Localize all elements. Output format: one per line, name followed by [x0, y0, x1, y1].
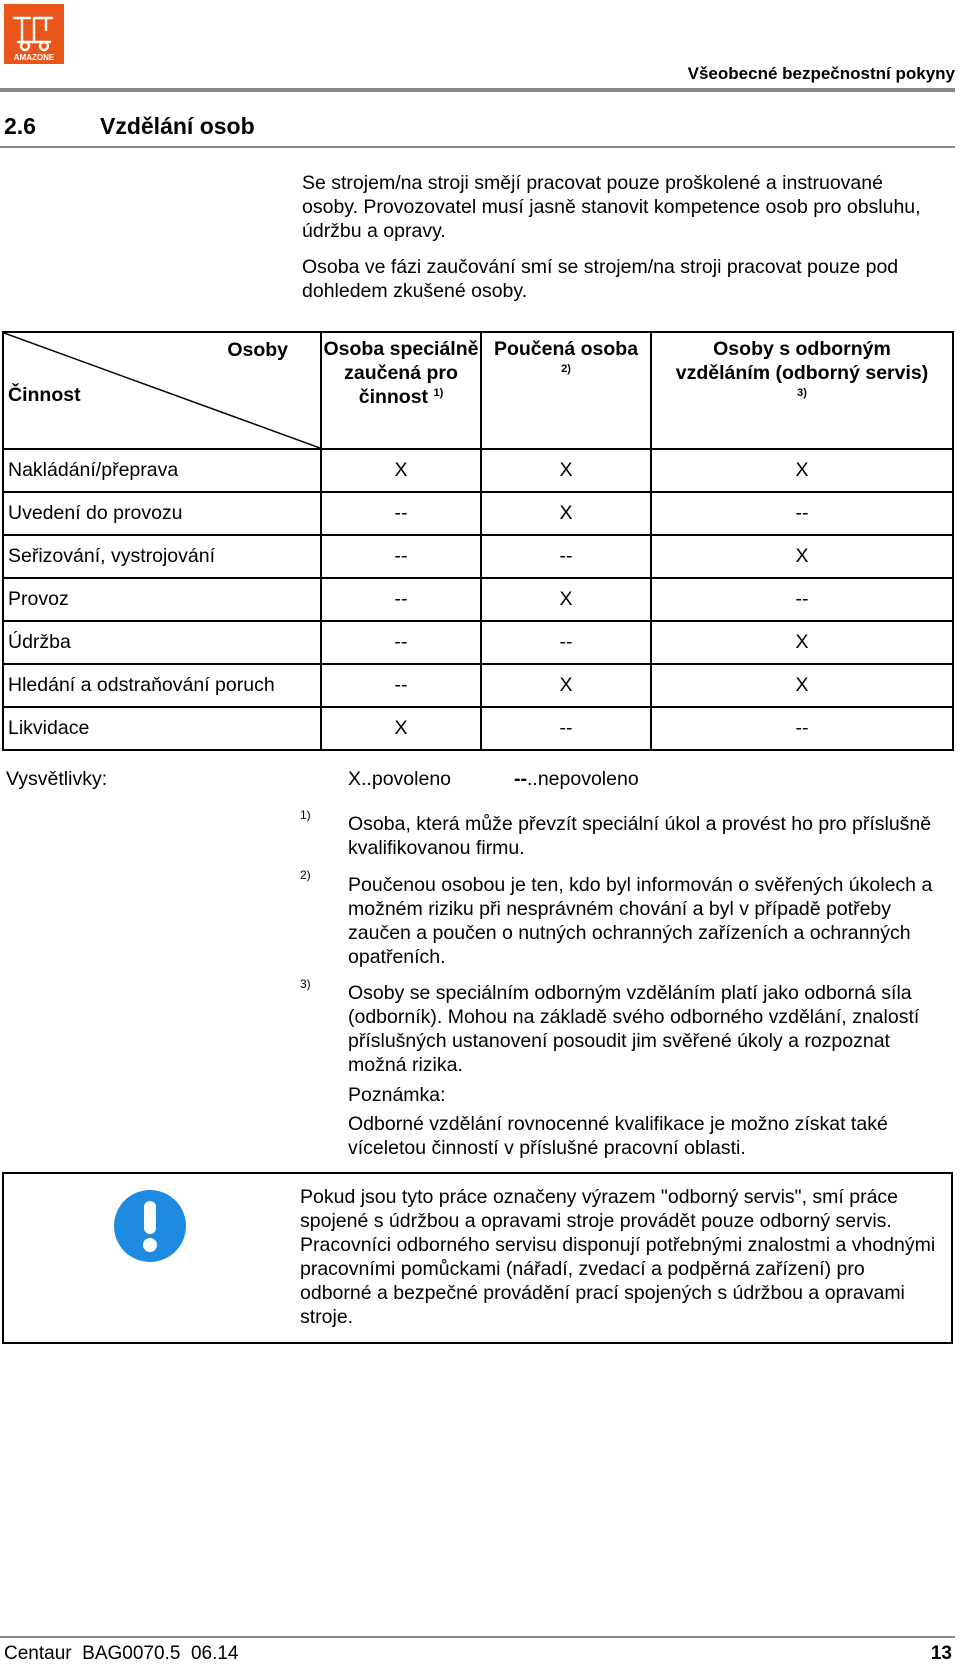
legend-x-mark: X — [348, 768, 362, 790]
column-header-note: 3) — [797, 387, 807, 399]
permission-cell: X — [481, 578, 651, 621]
intro-paragraph-1: Se strojem/na stroji smějí pracovat pouze proškolené a instruované osoby. Provozovatel musí jasně stanovit kompetence osob pro obsluhu, údržbu a opravy. — [302, 172, 921, 242]
column-header-label: Osoby s odborným vzděláním (odborný servis) — [675, 338, 929, 384]
intro-paragraph-2: Osoba ve fázi zaučování smí se strojem/na stroji pracovat pouze pod dohledem zkušené osoby. — [302, 256, 899, 302]
column-header-note: 2) — [561, 363, 571, 375]
activity-cell: Údržba — [3, 621, 321, 664]
permission-cell: -- — [321, 621, 481, 664]
permission-cell: -- — [651, 578, 953, 621]
qualification-table — [2, 331, 954, 751]
activity-cell: Likvidace — [3, 707, 321, 750]
header-title: Všeobecné bezpečnostní pokyny — [687, 64, 955, 83]
permission-cell: -- — [481, 621, 651, 664]
corner-cell — [3, 332, 321, 449]
activity-cell: Hledání a odstraňování poruch — [3, 664, 321, 707]
permission-cell: X — [651, 535, 953, 578]
column-header — [481, 332, 651, 449]
page-number: 13 — [930, 1643, 952, 1664]
activity-cell: Seřizování, vystrojování — [3, 535, 321, 578]
table-row — [3, 492, 953, 535]
table-row — [3, 578, 953, 621]
permission-cell: -- — [481, 535, 651, 578]
permission-cell: X — [481, 492, 651, 535]
section-number: 2.6 — [4, 113, 36, 139]
footnote-text: Poučenou osobou je ten, kdo byl informován o svěřených úkolech a možném riziku při nesprávném chování a byl v případě potřeby zaučen a poučen o nutných ochranných zařízeních a ochranných opatřeních. — [348, 874, 933, 968]
section-rule — [0, 146, 955, 148]
activity-cell: Nakládání/přeprava — [3, 449, 321, 492]
permission-cell: -- — [321, 535, 481, 578]
permission-cell: -- — [481, 707, 651, 750]
corner-label-activity: Činnost — [8, 384, 81, 406]
legend-dash-mark: -- — [514, 768, 527, 790]
note-label: Poznámka: — [348, 1084, 446, 1106]
column-header — [651, 332, 953, 449]
column-header-note: 1) — [433, 387, 444, 399]
legend-not-allowed — [514, 768, 639, 791]
footnote-mark: 3) — [300, 977, 311, 991]
table-row — [3, 449, 953, 492]
table-row — [3, 621, 953, 664]
permission-cell: X — [321, 449, 481, 492]
permission-cell: X — [651, 664, 953, 707]
permission-cell: X — [481, 449, 651, 492]
table-row — [3, 535, 953, 578]
permission-cell: X — [651, 449, 953, 492]
footer-document-id: Centaur BAG0070.5 06.14 — [4, 1643, 239, 1664]
logo-text: AMAZONE — [13, 53, 55, 62]
permission-cell: X — [481, 664, 651, 707]
permission-cell: -- — [651, 492, 953, 535]
legend-allowed — [348, 768, 451, 791]
permission-cell: -- — [321, 664, 481, 707]
header-rule — [0, 88, 955, 92]
section-title: Vzdělání osob — [100, 113, 255, 139]
corner-label-persons: Osoby — [227, 339, 288, 361]
activity-cell: Provoz — [3, 578, 321, 621]
legend-label: Vysvětlivky: — [6, 768, 108, 790]
footer-rule — [0, 1636, 955, 1638]
footnote-text: Osoby se speciálním odborným vzděláním platí jako odborná síla (odborník). Mohou na základě svého odborného vzdělání, znalostí příslušných ustanovení posoudit jim svěřené úkoly a rozpoznat možná rizika. — [348, 982, 920, 1076]
legend-x-text: ..povoleno — [361, 768, 452, 790]
permission-cell: -- — [321, 492, 481, 535]
activity-cell: Uvedení do provozu — [3, 492, 321, 535]
column-header — [321, 332, 481, 449]
amazone-logo — [4, 4, 64, 64]
table-header-row — [3, 332, 953, 449]
column-header-label: Osoba speciálně zaučená pro činnost — [323, 338, 479, 408]
column-header-label: Poučená osoba — [493, 338, 639, 360]
footnote-text: Osoba, která může převzít speciální úkol a provést ho pro příslušně kvalifikovanou firmu. — [348, 813, 932, 859]
table-row — [3, 664, 953, 707]
info-box-text: Pokud jsou tyto práce označeny výrazem "odborný servis", smí práce spojené s údržbou a opravami stroje provádět pouze odborný servis. Pracovníci odborného servisu disponují potřebnými znalostmi a vhodnými pracovními pomůckami (nářadí, zvedací a podpěrná zařízení) pro odborné a bezpečné provádění prací spojených s údržbou a opravami stroje. — [300, 1186, 936, 1328]
footnote-mark: 2) — [300, 868, 311, 882]
note-text: Odborné vzdělání rovnocenné kvalifikace je možno získat také víceletou činností v příslušné pracovní oblasti. — [348, 1113, 888, 1159]
legend-dash-text: ..nepovoleno — [527, 768, 639, 790]
permission-cell: X — [651, 621, 953, 664]
exclamation-circle-icon — [112, 1188, 188, 1264]
permission-cell: -- — [651, 707, 953, 750]
permission-cell: X — [321, 707, 481, 750]
permission-cell: -- — [321, 578, 481, 621]
table-row — [3, 707, 953, 750]
footnote-mark: 1) — [300, 808, 311, 822]
